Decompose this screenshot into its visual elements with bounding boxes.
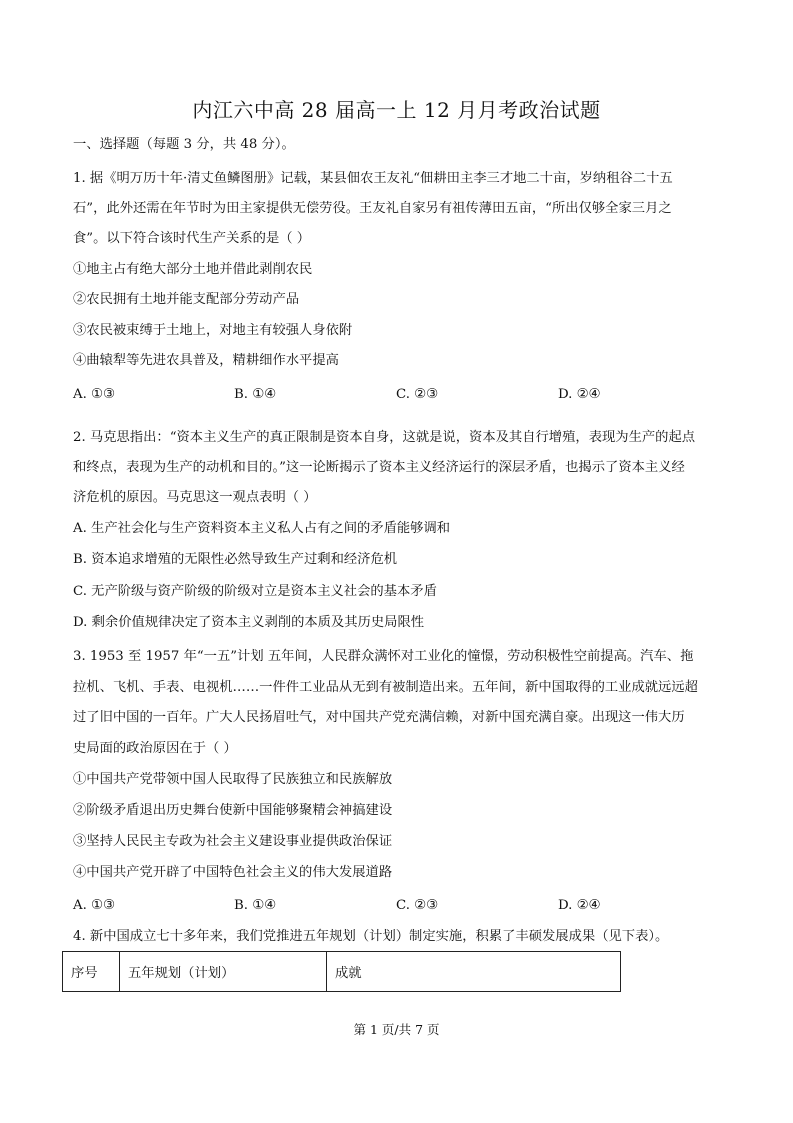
q2-stem-line-3: 济危机的原因。马克思这一观点表明（ ） [73,490,317,505]
q3-item-1: ①中国共产党带领中国人民取得了民族独立和民族解放 [73,772,393,787]
q4-stem-line-1: 4. 新中国成立七十多年来，我们党推进五年规划（计划）制定实施，积累了丰硕发展成果（见下表）。 [73,929,669,944]
q1-stem-line-3: 食”。以下符合该时代生产关系的是（ ） [73,231,311,246]
q1-options [73,380,723,409]
page-title: 内江六中高 28 届高一上 12 月月考政治试题 [192,98,601,122]
table-header-row [63,952,621,992]
q1-item-4: ④曲辕犁等先进农具普及，精耕细作水平提高 [73,353,339,368]
q3-item-3: ③坚持人民民主专政为社会主义建设事业提供政治保证 [73,834,393,849]
q2-option-d: D. 剩余价值规律决定了资本主义剥削的本质及其历史局限性 [73,615,425,630]
q3-stem-line-4: 史局面的政治原因在于（ ） [73,741,237,756]
q1-option-c: C. ②③ [396,387,438,402]
q3-option-d: D. ②④ [558,898,601,913]
q2-stem-line-1: 2. 马克思指出：“资本主义生产的真正限制是资本自身，这就是说，资本及其自行增殖，表现为生产的起点 [73,430,696,445]
q3-stem-line-1: 3. 1953 至 1957 年“一五”计划 五年间，人民群众满怀对工业化的憧憬，劳动积极性空前提高。汽车、拖 [73,649,694,664]
q1-stem-line-2: 石”，此外还需在年节时为田主家提供无偿劳役。王友礼自家另有祖传薄田五亩，“所出仅够全家三月之 [73,201,672,216]
table-header-plan: 五年规划（计划） [120,952,327,992]
q2-option-a: A. 生产社会化与生产资料资本主义私人占有之间的矛盾能够调和 [73,521,451,536]
table-header-index: 序号 [63,952,120,992]
q1-option-d: D. ②④ [558,387,601,402]
q1-option-a: A. ①③ [73,387,115,402]
q3-options [73,891,723,920]
q3-item-4: ④中国共产党开辟了中国特色社会主义的伟大发展道路 [73,865,393,880]
section-heading: 一、选择题（每题 3 分，共 48 分）。 [73,137,295,152]
page-footer: 第 1 页/共 7 页 [353,1022,440,1037]
achievements-table [62,951,621,992]
q1-option-b: B. ①④ [234,387,277,402]
q2-stem-line-2: 和终点，表现为生产的动机和目的。”这一论断揭示了资本主义经济运行的深层矛盾，也揭示了资本主义经 [73,460,685,475]
q3-stem-line-3: 过了旧中国的一百年。广大人民扬眉吐气，对中国共产党充满信赖，对新中国充满自豪。出现这一伟大历 [73,710,685,725]
q2-option-c: C. 无产阶级与资产阶级的阶级对立是资本主义社会的基本矛盾 [73,584,437,599]
q3-item-2: ②阶级矛盾退出历史舞台使新中国能够聚精会神搞建设 [73,803,393,818]
q3-stem-line-2: 拉机、飞机、手表、电视机……一件件工业品从无到有被制造出来。五年间，新中国取得的工业成就远远超 [73,680,698,695]
table-header-achievement: 成就 [327,952,621,992]
q1-stem-line-1: 1. 据《明万历十年·清丈鱼鳞图册》记载，某县佃农王友礼“佃耕田主李三才地二十亩，岁纳租谷二十五 [73,171,673,186]
q1-item-1: ①地主占有绝大部分土地并借此剥削农民 [73,262,313,277]
q2-option-b: B. 资本追求增殖的无限性必然导致生产过剩和经济危机 [73,552,398,567]
q1-item-3: ③农民被束缚于土地上，对地主有较强人身依附 [73,323,353,338]
q3-option-a: A. ①③ [73,898,115,913]
q3-option-b: B. ①④ [234,898,277,913]
q1-item-2: ②农民拥有土地并能支配部分劳动产品 [73,292,300,307]
q3-option-c: C. ②③ [396,898,438,913]
